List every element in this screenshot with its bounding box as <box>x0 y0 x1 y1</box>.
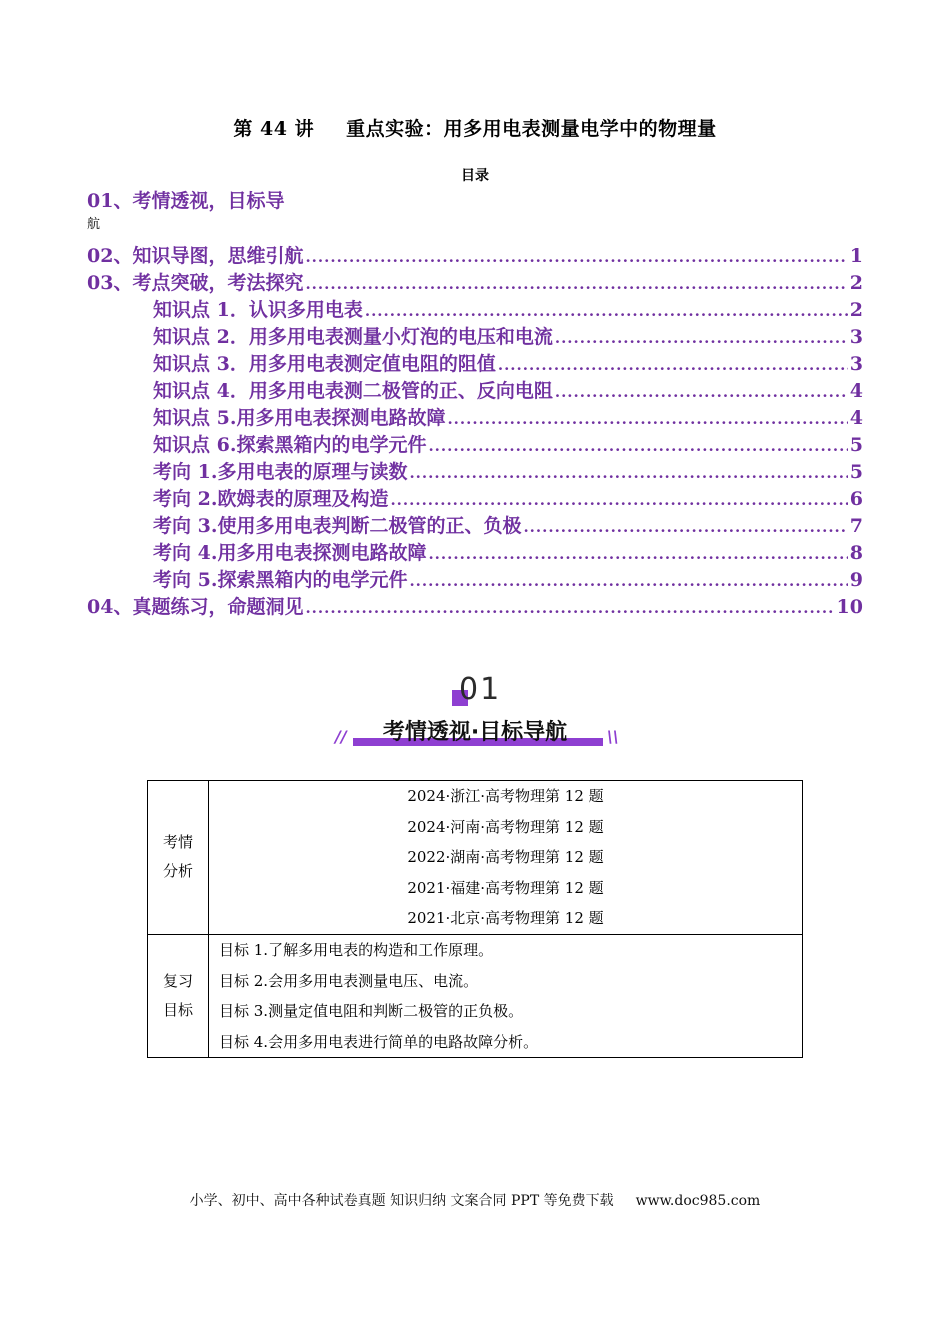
toc-leader-dots <box>555 383 848 401</box>
goal-item: 目标 3.测量定值电阻和判断二极管的正负极。 <box>219 1002 524 1021</box>
toc-entry-page: 7 <box>849 515 863 537</box>
toc-entry-label: 知识点 5.用多用电表探测电路故障 <box>153 407 446 429</box>
toc-entry-label: 知识点 6.探索黑箱内的电学元件 <box>153 434 427 456</box>
toc-entry[interactable] <box>87 349 863 376</box>
row-header-line: 分析 <box>162 862 193 881</box>
page-footer <box>0 1190 950 1210</box>
table-row <box>148 781 803 935</box>
exam-list-cell <box>209 781 803 935</box>
footer-promo-text: 小学、初中、高中各种试卷真题 知识归纳 文案合同 PPT 等免费下载 <box>189 1193 614 1209</box>
toc-entry-label: 考向 5.探索黑箱内的电学元件 <box>153 569 408 591</box>
toc-entry[interactable] <box>87 268 863 295</box>
toc-entry-01-wrap: 航 <box>87 217 101 232</box>
toc-leader-dots <box>409 464 847 482</box>
toc-entry-label: 03、考点突破，考法探究 <box>87 272 304 294</box>
toc-entry-label: 知识点 2．用多用电表测量小灯泡的电压和电流 <box>153 326 553 348</box>
row-header-goals <box>148 934 209 1057</box>
footer-website-link[interactable]: www.doc985.com <box>635 1193 761 1209</box>
toc-entry-page: 9 <box>849 569 863 591</box>
toc-entry-page: 10 <box>836 596 863 618</box>
toc-entry-label: 考向 4.用多用电表探测电路故障 <box>153 542 427 564</box>
toc-entry-page: 2 <box>849 299 863 321</box>
goal-item: 目标 4.会用多用电表进行简单的电路故障分析。 <box>219 1032 539 1051</box>
toc-entry-label: 知识点 1．认识多用电表 <box>153 299 363 321</box>
toc-leader-dots <box>498 356 848 374</box>
toc-entry-page: 2 <box>849 272 863 294</box>
toc-entry-label: 考向 2.欧姆表的原理及构造 <box>153 488 389 510</box>
toc-entry[interactable] <box>87 403 863 430</box>
toc-entry[interactable] <box>87 484 863 511</box>
toc-entry[interactable] <box>87 592 863 619</box>
exam-item: 2021·北京·高考物理第 12 题 <box>407 909 604 928</box>
toc-entry-label: 考向 3.使用多用电表判断二极管的正、负极 <box>153 515 522 537</box>
page-title <box>0 114 950 141</box>
lecture-topic: 重点实验：用多用电表测量电学中的物理量 <box>346 118 717 140</box>
toc-entry[interactable] <box>87 295 863 322</box>
row-header-line: 考情 <box>162 833 193 852</box>
toc-entry-label: 考向 1.多用电表的原理与读数 <box>153 461 408 483</box>
toc-entry-page: 1 <box>849 245 863 267</box>
toc-entry-page: 8 <box>849 542 863 564</box>
right-slash-decoration: \\ <box>607 727 619 746</box>
toc-entry-label: 知识点 4．用多用电表测二极管的正、反向电阻 <box>153 380 553 402</box>
toc-leader-dots <box>305 275 847 293</box>
toc-entry-page: 3 <box>849 326 863 348</box>
toc-heading: 目录 <box>461 168 489 184</box>
row-header-line: 目标 <box>162 1001 193 1020</box>
goal-item: 目标 1.了解多用电表的构造和工作原理。 <box>219 940 494 959</box>
toc-leader-dots <box>390 491 847 509</box>
toc-entry[interactable] <box>87 511 863 538</box>
toc-leader-dots <box>305 248 847 266</box>
toc-entry-page: 6 <box>849 488 863 510</box>
toc-entry[interactable] <box>87 565 863 592</box>
exam-item: 2024·河南·高考物理第 12 题 <box>407 817 604 836</box>
toc-leader-dots <box>447 410 847 428</box>
toc-entry-page: 4 <box>849 380 863 402</box>
table-of-contents <box>87 241 863 619</box>
toc-entry-page: 3 <box>849 353 863 375</box>
toc-entry-label: 04、真题练习，命题洞见 <box>87 596 304 618</box>
toc-entry[interactable] <box>87 376 863 403</box>
lecture-number: 第 44 讲 <box>233 118 315 140</box>
exam-item: 2021·福建·高考物理第 12 题 <box>407 878 604 897</box>
toc-entry[interactable] <box>87 322 863 349</box>
exam-item: 2024·浙江·高考物理第 12 题 <box>407 787 604 805</box>
toc-entry-page: 4 <box>849 407 863 429</box>
table-row <box>148 934 803 1057</box>
section-number: 01 <box>459 672 502 707</box>
toc-entry[interactable] <box>87 457 863 484</box>
toc-leader-dots <box>409 572 847 590</box>
toc-leader-dots <box>555 329 848 347</box>
toc-entry[interactable] <box>87 241 863 268</box>
toc-leader-dots <box>365 302 848 320</box>
toc-leader-dots <box>428 437 847 455</box>
toc-leader-dots <box>523 518 847 536</box>
toc-entry-page: 5 <box>849 461 863 483</box>
left-slash-decoration: // <box>335 727 347 746</box>
row-header-analysis <box>148 781 209 935</box>
section-badge <box>335 672 619 752</box>
toc-entry-01[interactable]: 01、考情透视，目标导 <box>87 190 285 212</box>
toc-entry-page: 5 <box>849 434 863 456</box>
exam-item: 2022·湖南·高考物理第 12 题 <box>407 848 604 867</box>
toc-leader-dots <box>428 545 847 563</box>
section-title: 考情透视·目标导航 <box>382 720 568 745</box>
goal-list-cell <box>209 934 803 1057</box>
goal-item: 目标 2.会用多用电表测量电压、电流。 <box>219 971 479 990</box>
toc-entry-label: 知识点 3．用多用电表测定值电阻的阻值 <box>153 353 496 375</box>
toc-entry-label: 02、知识导图，思维引航 <box>87 245 304 267</box>
row-header-line: 复习 <box>162 972 193 991</box>
toc-leader-dots <box>305 599 834 617</box>
exam-analysis-table <box>147 780 803 1058</box>
toc-entry[interactable] <box>87 538 863 565</box>
toc-entry[interactable] <box>87 430 863 457</box>
